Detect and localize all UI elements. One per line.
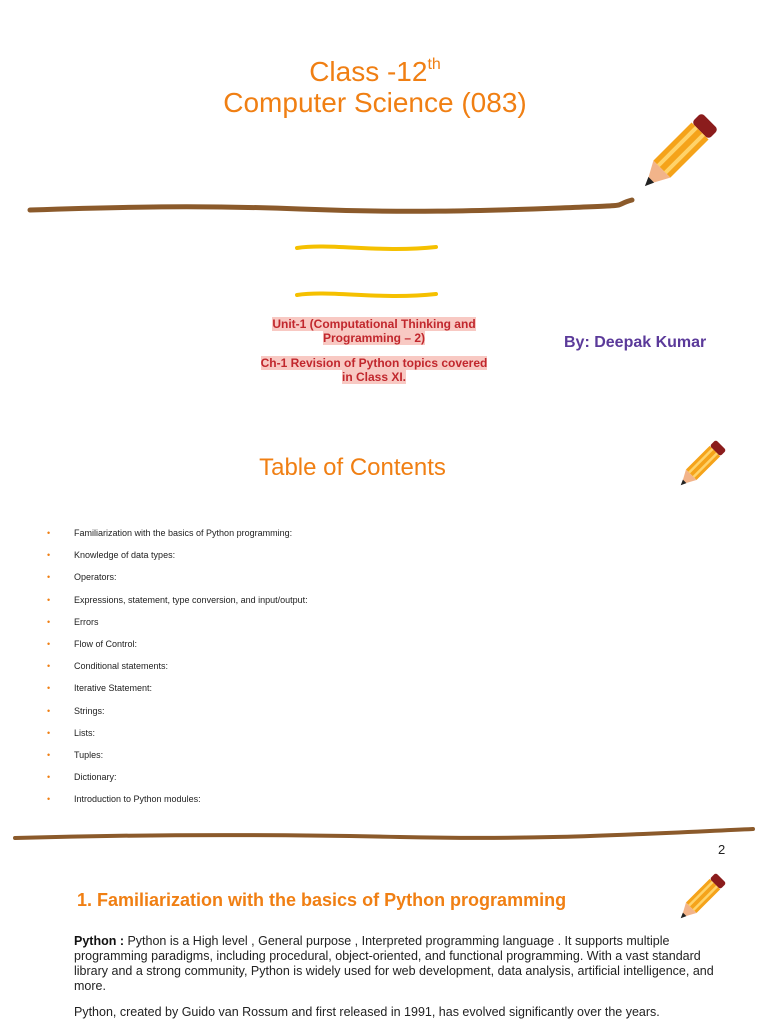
list-item: [47, 767, 308, 789]
unit-text: Unit-1 (Computational Thinking and Programming – 2): [272, 317, 476, 345]
chapter-label: [258, 356, 490, 384]
toc-item-text: Conditional statements:: [74, 661, 169, 672]
toc-item-text: Dictionary:: [74, 772, 117, 783]
toc-item-text: Errors: [74, 616, 99, 627]
pencil-icon: [667, 435, 733, 497]
bullet-icon: •: [47, 794, 51, 805]
python-history: Python, created by Guido van Rossum and first released in 1991, has evolved significantly over the years.: [74, 1005, 660, 1019]
list-item: [47, 678, 308, 700]
toc-item-text: Introduction to Python modules:: [74, 794, 201, 805]
unit-label: [258, 317, 490, 345]
bullet-icon: •: [47, 749, 51, 760]
list-item: [47, 634, 308, 656]
list-item: [47, 590, 308, 612]
list-item: [47, 789, 308, 811]
list-item: [47, 567, 308, 589]
toc-item-text: Familiarization with the basics of Python programming:: [74, 528, 293, 538]
page-number: 2: [718, 842, 726, 857]
toc-item-text: Iterative Statement:: [74, 683, 153, 694]
toc-title: Table of Contents: [259, 454, 446, 481]
title-class-text: Class -12: [309, 56, 428, 87]
title-class: [0, 48, 750, 89]
section-heading: 1. Familiarization with the basics of Python programming: [77, 890, 567, 910]
toc-item-text: Expressions, statement, type conversion, and input/output:: [74, 594, 308, 605]
title-subject: Computer Science (083): [223, 87, 527, 118]
toc-item-text: Tuples:: [74, 749, 104, 760]
toc-item-text: Operators:: [74, 572, 117, 583]
bullet-icon: •: [47, 661, 51, 672]
toc-item-text: Knowledge of data types:: [74, 550, 176, 561]
list-item: [47, 723, 308, 745]
toc-item-text: Strings:: [74, 705, 105, 716]
bullet-icon: •: [47, 572, 51, 583]
decorative-squiggles: [290, 238, 440, 306]
chapter-text: Ch-1 Revision of Python topics covered in Class XI.: [260, 356, 488, 384]
list-item: [47, 701, 308, 723]
title-class-sup: th: [427, 56, 441, 73]
toc-list: [47, 523, 308, 811]
bullet-icon: •: [47, 772, 51, 783]
bullet-icon: •: [47, 616, 51, 627]
list-item: [47, 745, 308, 767]
bullet-icon: •: [47, 638, 51, 649]
pencil-icon: [667, 868, 733, 930]
list-item: [47, 656, 308, 678]
toc-divider: [0, 822, 768, 848]
bullet-icon: •: [47, 705, 51, 716]
bullet-icon: •: [47, 594, 51, 605]
bullet-icon: •: [47, 727, 51, 738]
list-item: [47, 612, 308, 634]
python-label: Python :: [74, 934, 124, 948]
pencil-icon: [626, 105, 726, 205]
toc-item-text: Flow of Control:: [74, 638, 138, 649]
python-definition-text: Python is a High level , General purpose , Interpreted programming language . It supports multiple programming paradigms, including procedural, object-oriented, and functional programming. With a vast standard library and a strong community, Python is widely used for web development, data analysis, artificial intelligence, and more.: [74, 934, 714, 993]
bullet-icon: •: [47, 528, 51, 538]
author-name: By: Deepak Kumar: [564, 334, 707, 351]
bullet-icon: •: [47, 683, 51, 694]
python-definition: [74, 934, 728, 994]
list-item: [47, 523, 308, 545]
toc-item-text: Lists:: [74, 727, 96, 738]
list-item: [47, 545, 308, 567]
bullet-icon: •: [47, 550, 51, 561]
